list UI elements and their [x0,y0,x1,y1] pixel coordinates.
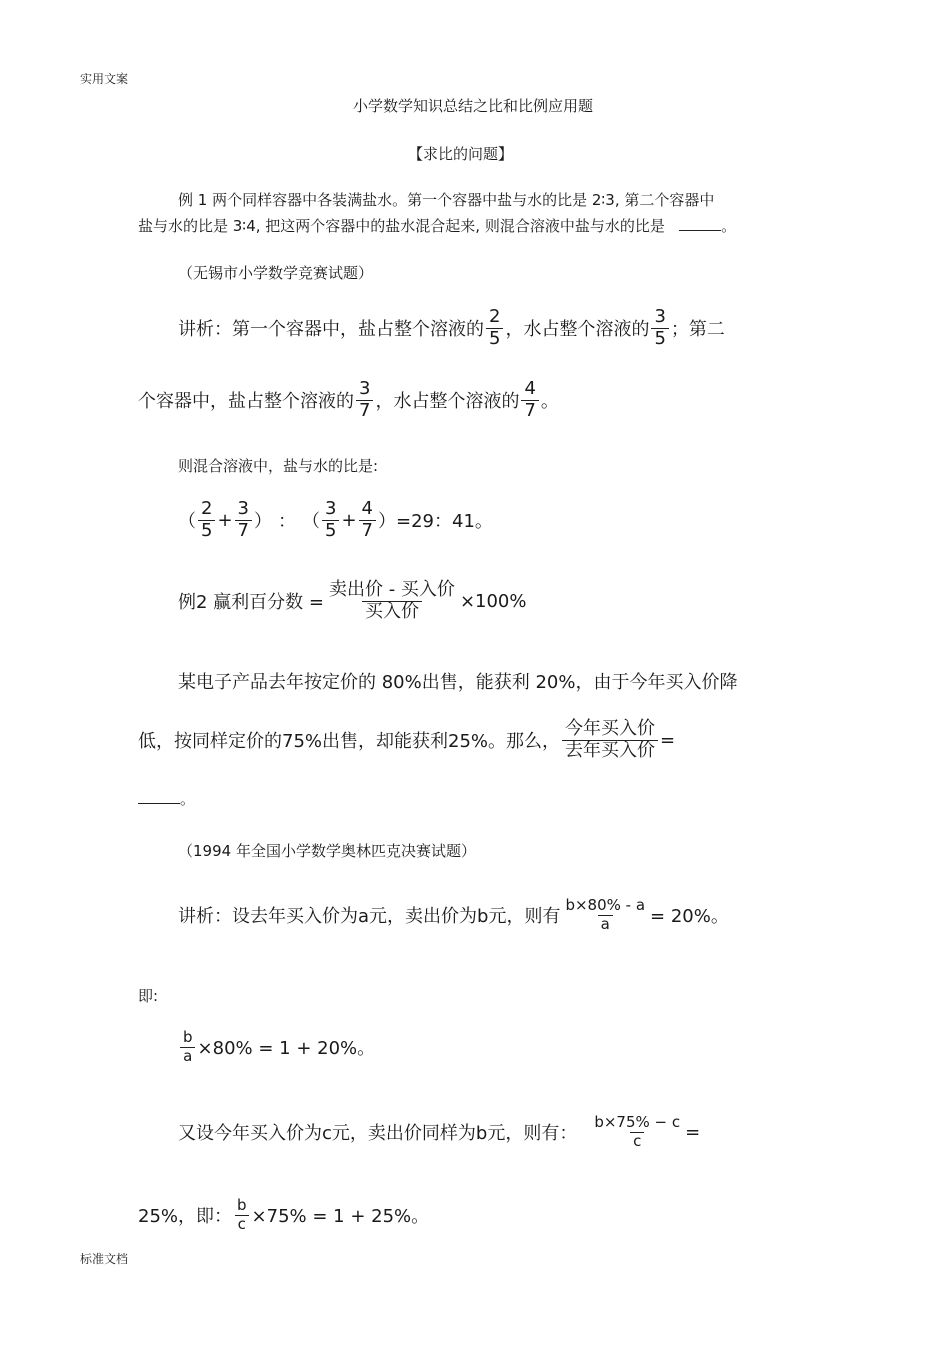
ex1-then: 则混合溶液中，盐与水的比是: [178,457,379,475]
header-label: 实用文案 [80,72,129,86]
ex2-formula: 例2 赢利百分数 = $\frac{\text{卖出价 - 买入价}}{\text{买入价}}$ ×100% [178,579,527,622]
footer-label: 标准文档 [80,1252,129,1266]
ex1-source: （无锡市小学数学竞赛试题） [178,264,374,282]
fraction-b-c: $\frac{b}{c}$ [234,1198,250,1233]
fraction-b-a: $\frac{b}{a}$ [180,1030,196,1065]
section-heading: 【求比的问题】 [408,145,514,163]
ex1-analysis-line2: 个容器中，盐占整个溶液的 $\frac{3}{7}$ ，水占整个溶液的 $\frac{4}{7}$ 。 [138,378,559,421]
analysis-fraction: $\frac{b\times 80\% - a}{a}$ [565,896,646,933]
answer-blank [138,789,180,804]
fraction-2-5: $\frac{2}{5}$ [198,500,215,541]
mix-ratio-equation: （ $\frac{2}{5}$ + $\frac{3}{7}$ ） ： （ $\frac{3}{5}$ + $\frac{4}{7}$ ）=29：41。 [178,498,493,541]
fraction-4-7: $\frac{4}{7}$ [359,500,376,541]
ex2-para2: 低，按同样定价的75%出售，却能获利25%。那么， $\frac{\text{今年买入价}}{\text{去年买入价}}$ = [138,718,676,761]
answer-blank [679,216,721,231]
fraction-4-7: $\frac{4}{7}$ [521,380,538,421]
page-title: 小学数学知识总结之比和比例应用题 [353,97,594,115]
ex2-last-line: 25%，即： $\frac{b}{c}$ ×75% = 1 + 25%。 [138,1196,430,1233]
fraction-3-7: $\frac{3}{7}$ [235,500,252,541]
ex2-ji: 即: [138,987,159,1005]
ex2-source: （1994 年全国小学数学奥林匹克决赛试题） [178,842,476,860]
profit-fraction: $\frac{\text{卖出价 - 买入价}}{\text{买入价}}$ [328,579,455,622]
ex1-line1: 例 1 两个同样容器中各装满盐水。第一个容器中盐与水的比是 2∶3, 第二个容器中 [178,191,715,209]
ex1-line2: 盐与水的比是 3∶4, 把这两个容器中的盐水混合起来, 则混合溶液中盐与水的比是 。 [138,217,737,235]
fraction-2-5: $\frac{2}{5}$ [486,308,503,349]
fraction-3-5: $\frac{3}{5}$ [651,308,668,349]
ex2-analysis: 讲析：设去年买入价为a元，卖出价为b元，则有 $\frac{b\times 80\% - a}{a}$ = 20%。 [178,896,729,933]
ex2-set-line: 又设今年买入价为c元，卖出价同样为b元，则有： $\frac{b\times 75\% - c}{c}$ = [178,1113,701,1150]
ex2-para1: 某电子产品去年按定价的 80%出售，能获利 20%，由于今年买入价降 [178,672,738,693]
fraction-3-5: $\frac{3}{5}$ [322,500,339,541]
fraction-3-7: $\frac{3}{7}$ [356,380,373,421]
this-year-fraction: $\frac{b\times 75\% - c}{c}$ [594,1113,681,1150]
ex1-analysis-line1: 讲析：第一个容器中，盐占整个溶液的 $\frac{2}{5}$ ，水占整个溶液的 $\frac{3}{5}$ ；第二 [178,306,725,349]
price-ratio-fraction: $\frac{\text{今年买入价}}{\text{去年买入价}}$ [562,720,658,761]
ex2-equation1: $\frac{b}{a}$ ×80% = 1 + 20%。 [178,1030,375,1065]
ex2-blank-line: 。 [138,788,195,809]
